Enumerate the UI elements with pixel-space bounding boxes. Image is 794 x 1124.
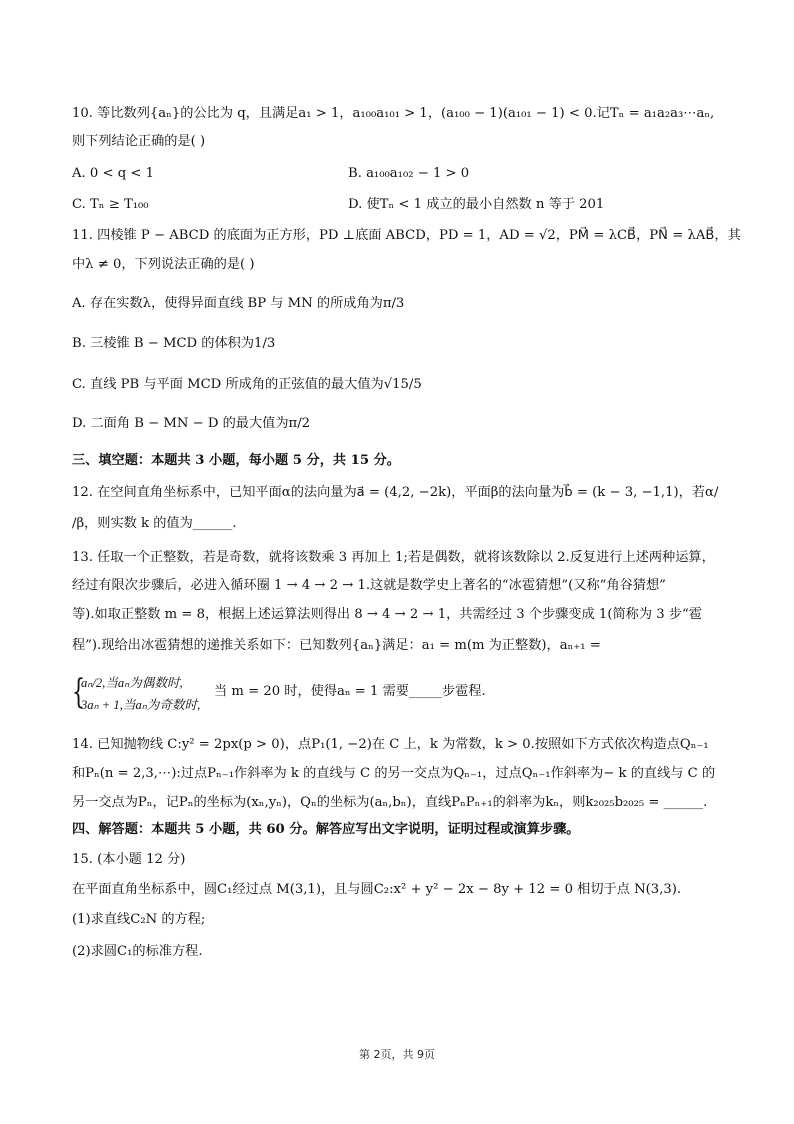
section-solution-heading: 四、解答题：本题共 5 小题，共 60 分。解答应写出文字说明，证明过程或演算步骤。 — [72, 822, 580, 837]
q10-option-b: B. a₁₀₀a₁₀₂ − 1 > 0 — [348, 166, 470, 181]
q15-header: 15. (本小题 12 分) — [72, 852, 186, 867]
q15-stem: 在平面直角坐标系中，圆C₁经过点 M(3,1)，且与圆C₂:x² + y² − 2x − 8y + 12 = 0 相切于点 N(3,3). — [72, 882, 682, 897]
q14-stem-line3: 另一交点为Pₙ，记Pₙ的坐标为(xₙ,yₙ)，Qₙ的坐标为(aₙ,bₙ)，直线PₙPₙ₊₁的斜率为kₙ，则k₂₀₂₅b₂₀₂₅ = ______. — [72, 795, 708, 810]
q11-stem-line1: 11. 四棱锥 P − ABCD 的底面为正方形，PD ⊥底面 ABCD，PD = 1，AD = √2，PM⃗ = λCB⃗，PN⃗ = λAB⃗，其 — [72, 228, 741, 243]
piecewise-case-odd: 3aₙ + 1,当aₙ为奇数时, — [81, 698, 201, 712]
q11-stem-line2: 中λ ≠ 0，下列说法正确的是( ) — [72, 257, 255, 272]
q12-stem-line1: 12. 在空间直角坐标系中，已知平面α的法向量为a⃗ = (4,2, −2k)，平面β的法向量为b⃗ = (k − 3, −1,1)，若α/ — [72, 485, 719, 500]
q11-option-c: C. 直线 PB 与平面 MCD 所成角的正弦值的最大值为√15/5 — [72, 377, 422, 392]
piecewise-case-even: aₙ/2,当aₙ为偶数时, — [81, 676, 183, 690]
q13-stem-line2: 经过有限次步骤后，必进入循环圈 1 → 4 → 2 → 1.这就是数学史上著名的“冰雹猜想”(又称“角谷猜想” — [72, 578, 666, 593]
q10-stem-line2: 则下列结论正确的是( ) — [72, 134, 206, 149]
piecewise-brace: { — [72, 672, 85, 712]
q13-stem-tail: 当 m = 20 时，使得aₙ = 1 需要_____步雹程. — [214, 684, 486, 699]
q11-option-d: D. 二面角 B − MN − D 的最大值为π/2 — [72, 416, 311, 431]
q14-stem-line1: 14. 已知抛物线 C:y² = 2px(p > 0)，点P₁(1, −2)在 C 上，k 为常数，k > 0.按照如下方式依次构造点Qₙ₋₁ — [72, 737, 709, 752]
q10-option-a: A. 0 < q < 1 — [72, 166, 154, 181]
q13-stem-line3: 等).如取正整数 m = 8，根据上述运算法则得出 8 → 4 → 2 → 1，共需经过 3 个步骤变成 1(简称为 3 步“雹 — [72, 607, 702, 622]
q10-option-c: C. Tₙ ≥ T₁₀₀ — [72, 197, 149, 212]
q11-option-a: A. 存在实数λ，使得异面直线 BP 与 MN 的所成角为π/3 — [72, 296, 405, 311]
q13-stem-line1: 13. 任取一个正整数，若是奇数，就将该数乘 3 再加上 1;若是偶数，就将该数除以 2.反复进行上述两种运算， — [72, 550, 715, 565]
q10-option-d: D. 使Tₙ < 1 成立的最小自然数 n 等于 201 — [348, 197, 605, 212]
q11-option-b: B. 三棱锥 B − MCD 的体积为1/3 — [72, 336, 276, 351]
q13-stem-line4: 程”).现给出冰雹猜想的递推关系如下：已知数列{aₙ}满足：a₁ = m(m 为正整数)，aₙ₊₁ = — [72, 638, 601, 653]
page-footer: 第 2页，共 9页 — [359, 1048, 435, 1061]
q15-part-1: (1)求直线C₂N 的方程; — [72, 912, 206, 927]
section-fill-in-heading: 三、填空题：本题共 3 小题，每小题 5 分，共 15 分。 — [72, 453, 400, 468]
q14-stem-line2: 和Pₙ(n = 2,3,⋯):过点Pₙ₋₁作斜率为 k 的直线与 C 的另一交点为Qₙ₋₁，过点Qₙ₋₁作斜率为− k 的直线与 C 的 — [72, 766, 716, 781]
q10-stem-line1: 10. 等比数列{aₙ}的公比为 q，且满足a₁ > 1，a₁₀₀a₁₀₁ > 1，(a₁₀₀ − 1)(a₁₀₁ − 1) < 0.记Tₙ = a₁a₂a₃⋯aₙ, — [72, 106, 715, 121]
q12-stem-line2: /β，则实数 k 的值为______. — [72, 516, 237, 531]
q15-part-2: (2)求圆C₁的标准方程. — [72, 944, 203, 959]
